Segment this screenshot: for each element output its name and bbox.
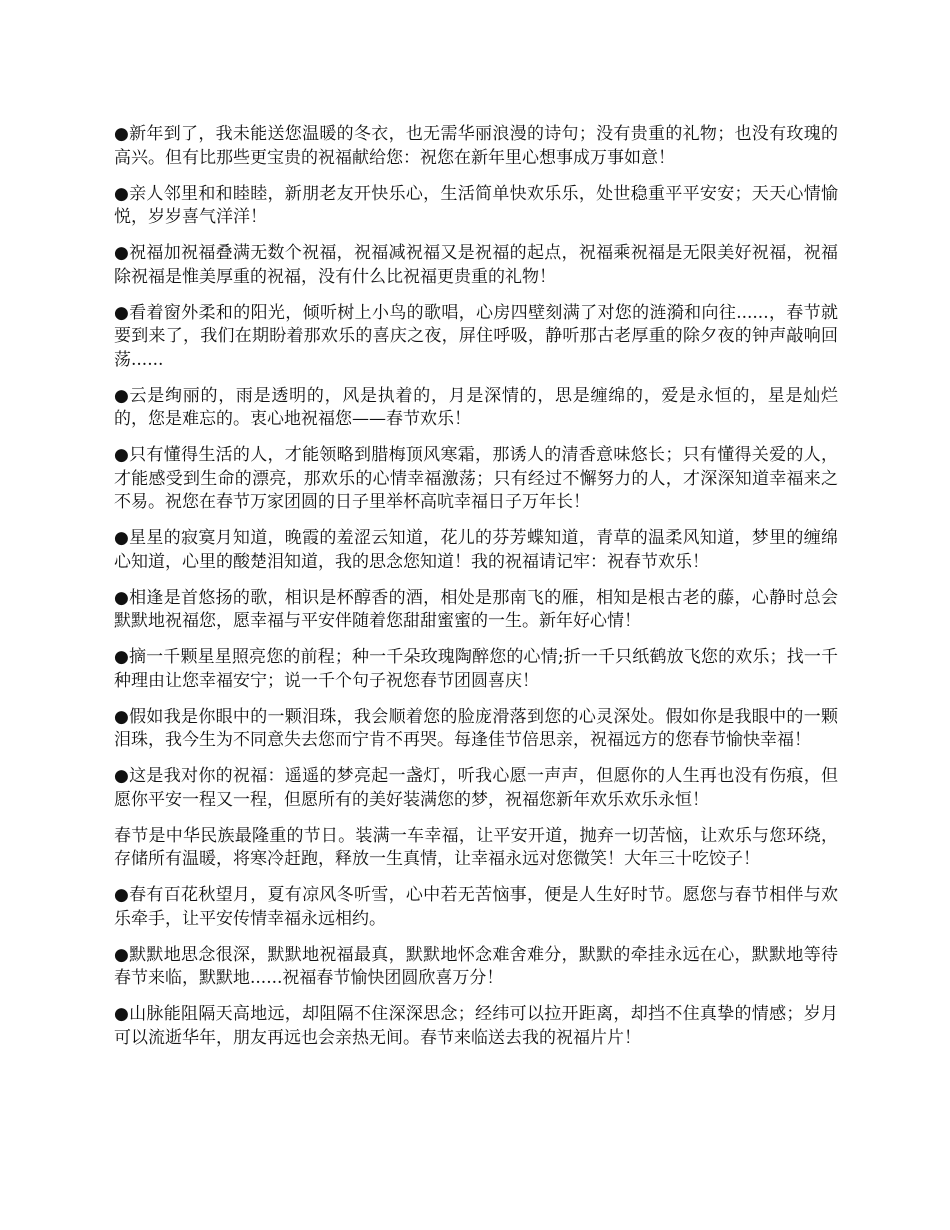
paragraph-1: ●新年到了，我未能送您温暖的冬衣，也无需华丽浪漫的诗句；没有贵重的礼物；也没有玫瑰的高兴。但有比那些更宝贵的祝福献给您：祝您在新年里心想事成万事如意！ bbox=[114, 124, 838, 168]
paragraph-5: ●云是绚丽的，雨是透明的，风是执着的，月是深情的，思是缠绵的，爱是永恒的，星是灿烂的，您是难忘的。衷心地祝福您——春节欢乐！ bbox=[114, 385, 838, 429]
paragraph-15: ●山脉能阻隔天高地远，却阻隔不住深深思念；经纬可以拉开距离，却挡不住真挚的情感；岁月可以流逝华年，朋友再远也会亲热无间。春节来临送去我的祝福片片！ bbox=[114, 1004, 838, 1048]
paragraph-12: 春节是中华民族最隆重的节日。装满一车幸福，让平安开道，抛弃一切苦恼，让欢乐与您环绕，存储所有温暖，将寒冷赶跑，释放一生真情，让幸福永远对您微笑！大年三十吃饺子！ bbox=[114, 825, 838, 869]
paragraph-8: ●相逢是首悠扬的歌，相识是杯醇香的酒，相处是那南飞的雁，相知是根古老的藤，心静时总会默默地祝福您，愿幸福与平安伴随着您甜甜蜜蜜的一生。新年好心情！ bbox=[114, 587, 838, 631]
paragraph-14: ●默默地思念很深，默默地祝福最真，默默地怀念难舍难分，默默的牵挂永远在心，默默地等待春节来临，默默地......祝福春节愉快团圆欣喜万分！ bbox=[114, 944, 838, 988]
paragraph-3: ●祝福加祝福叠满无数个祝福，祝福减祝福又是祝福的起点，祝福乘祝福是无限美好祝福，祝福除祝福是惟美厚重的祝福，没有什么比祝福更贵重的礼物！ bbox=[114, 243, 838, 287]
paragraph-7: ●星星的寂寞月知道，晚霞的羞涩云知道，花儿的芬芳蝶知道，青草的温柔风知道，梦里的缠绵心知道，心里的酸楚泪知道，我的思念您知道！我的祝福请记牢：祝春节欢乐！ bbox=[114, 528, 838, 572]
paragraph-11: ●这是我对你的祝福：遥遥的梦亮起一盏灯，听我心愿一声声，但愿你的人生再也没有伤痕，但愿你平安一程又一程，但愿所有的美好装满您的梦，祝福您新年欢乐欢乐永恒！ bbox=[114, 766, 838, 810]
document-body bbox=[114, 123, 838, 1063]
paragraph-10: ●假如我是你眼中的一颗泪珠，我会顺着您的脸庞滑落到您的心灵深处。假如你是我眼中的一颗泪珠，我今生为不同意失去您而宁肯不再哭。每逢佳节倍思亲，祝福远方的您春节愉快幸福！ bbox=[114, 706, 838, 750]
paragraph-9: ●摘一千颗星星照亮您的前程；种一千朵玫瑰陶醉您的心情;折一千只纸鹤放飞您的欢乐；找一千种理由让您幸福安宁；说一千个句子祝您春节团圆喜庆！ bbox=[114, 647, 838, 691]
paragraph-13: ●春有百花秋望月，夏有凉风冬听雪，心中若无苦恼事，便是人生好时节。愿您与春节相伴与欢乐牵手，让平安传情幸福永远相约。 bbox=[114, 885, 838, 929]
paragraph-2: ●亲人邻里和和睦睦，新朋老友开快乐心，生活简单快欢乐乐，处世稳重平平安安；天天心情愉悦，岁岁喜气洋洋！ bbox=[114, 183, 838, 227]
paragraph-6: ●只有懂得生活的人，才能领略到腊梅顶风寒霜，那诱人的清香意味悠长；只有懂得关爱的人，才能感受到生命的漂亮，那欢乐的心情幸福激荡；只有经过不懈努力的人，才深深知道幸福来之不易。祝您在春节万家团圆的日子里举杯高吭幸福日子万年长！ bbox=[114, 445, 838, 512]
paragraph-4: ●看着窗外柔和的阳光，倾听树上小鸟的歌唱，心房四壁刻满了对您的涟漪和向往......，春节就要到来了，我们在期盼着那欢乐的喜庆之夜，屏住呼吸，静听那古老厚重的除夕夜的钟声敲响回荡...... bbox=[114, 302, 838, 370]
